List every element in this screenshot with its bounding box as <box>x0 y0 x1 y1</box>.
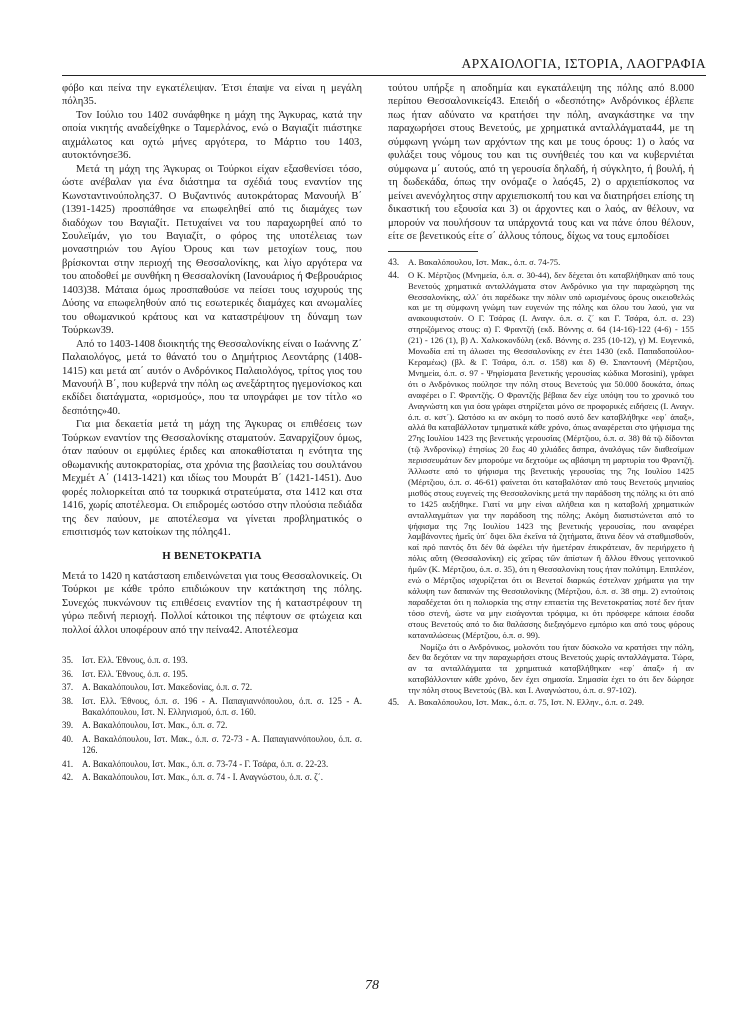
body-paragraph: Μετά το 1420 η κατάσταση επιδεινώνεται για τους Θεσσαλονικείς. Οι Τούρκοι με κάθε τρόπο επιδιώκουν την κατάκτηση της πόλης. Συνεχώς πυκνώνουν τις επιθέσεις εναντίον της ή καταστρέφουν τη γύρω πεδινή περιοχή. Πολλοί κάτοικοι της πέφτουν σε φτώχεια και πολλοί άλλοι υποφέρουν από την πείνα42. Αποτέλεσμα <box>62 570 362 636</box>
footnote-number: 38. <box>62 695 74 706</box>
footnote <box>62 655 362 666</box>
footnote <box>388 697 694 708</box>
footnote-number: 41. <box>62 758 74 769</box>
footnote-number: 43. <box>388 257 400 268</box>
footnote <box>388 270 694 641</box>
footnote-text: Ιστ. Ελλ. Έθνους, ό.π. σ. 195. <box>82 668 188 679</box>
body-paragraph: φόβο και πείνα την εγκατέλειψαν. Έτσι έπαψε να είναι η μεγάλη πόλη35. <box>62 83 362 108</box>
body-paragraph: Τον Ιούλιο του 1402 συνάφθηκε η μάχη της Άγκυρας, κατά την οποία νικητής αναδείχθηκε ο Ταμερλάνος, ενώ ο Βαγιαζίτ πιάστηκε αιχμάλωτος και οχτώ μήνες αργότερα, το Μάρτιο του 1403, αυτοκτόνησε36. <box>62 109 362 162</box>
footnote <box>62 669 362 680</box>
footnote-text: Α. Βακαλόπουλου, Ιστ. Μακ., ό.π. σ. 73-74 - Γ. Τσάρα, ό.π. σ. 22-23. <box>82 758 329 769</box>
footnote <box>388 257 694 268</box>
footnote-text: Α. Βακαλόπουλου, Ιστ. Μακ., ό.π. σ. 74 - Ι. Αναγνώστου, ό.π. σ. ζ΄. <box>82 772 323 783</box>
footnote-text: Α. Βακαλόπουλου, Ιστ. Μακεδονίας, ό.π. σ. 72. <box>82 682 253 693</box>
footnotes-left <box>62 655 362 783</box>
footnote-text: Α. Βακαλόπουλου, Ιστ. Μακ., ό.π. σ. 72-73 - Α. Παπαγιαννόπουλου, ό.π. σ. 126. <box>82 733 362 756</box>
footnote <box>62 772 362 783</box>
footnote-text: Α. Βακαλόπουλου, Ιστ. Μακ., ό.π. σ. 75, Ιστ. Ν. Ελλην., ό.π. σ. 249. <box>408 697 645 708</box>
footnote <box>62 696 362 719</box>
footnote <box>62 759 362 770</box>
body-paragraph: Για μια δεκαετία μετά τη μάχη της Άγκυρας οι επιθέσεις των Τούρκων εναντίον της Θεσσαλονίκης σταματούν. Ξαναρχίζουν όμως, όταν παύουν οι εμφύλιες έριδες και αποκαθίσταται η ενότητα της οθωμανικής αυτοκρατορίας, στα χρόνια της βασιλείας του σουλτάνου Μεχμέτ Α΄ (1413-1421) και ιδίως του Μουράτ Β΄ (1421-1451). Δυο φορές πολιορκείται από τα τουρκικά στρατεύματα, στα 1412 και στα 1416, χωρίς αποτέλεσμα. Οι επιδρομές ωστόσο στην πλούσια πεδιάδα της δεν παύουν, με αποτέλεσμα να γίνεται προβληματικός ο επισιτισμός των κατοίκων της πόλης41. <box>62 419 362 538</box>
footnote-text: Ο Κ. Μέρτζιος (Μνημεία, ό.π. σ. 30-44), δεν δέχεται ότι καταβλήθηκαν από τους Βενετούς χρηματικά ανταλλάγματα στον Ανδρόνικο για την παραχώρηση της Θεσσαλονίκης, αλλ΄ ότι παρέδωκε την πόλιν υπό ωρισμένους όρους οικειοθελώς και με τη σύμφωνη γνώμη των ευγενών της πόλης και όλου του λαού, για να ανακουφιστούν. Ο Γ. Τσάρας (Ι. Αναγν. ό.π. σ. ζ΄ και Γ. Τσάρα, ό.π. σ. 23) στηριζόμενος στους: α) Γ. Φραντζή (εκδ. Βόννης σ. 64 (14-16)-122 (4-6) - 155 (21) - 126 (1), β) Λ. Χαλκοκονδύλη (εκδ. Βόννης σ. 235 (10-12), γ) Μ. Ευγενικό, Μονωδία επί τη άλωσει της Θεσσαλονίκης εν έτει 1430 (εκδ. Παπαδοπούλου-Κεραμέως) (βλ. & Γ. Τσάρα, ό.π. σ. 158) και δ) Θ. Σπαντουνή (Μέρτζιου, Μνημεία, ό.π. σ. 97 - Ψηφίσματα βενετικής γερουσίας κώδικα Morosini), γράφει ότι ο Ανδρόνικος πούλησε την πόλη στους Βενετούς για 50.000 δουκάτα, όπως αναφέρει ο Γ. Φραντζής. Ο Φραντζής βέβαια δεν είχε υπόψη του το χρονικό του Αναγνώστη και για όσα γράφει στηρίζεται μόνο σε προφορικές ειδήσεις (Ι. Αναγν. ό.π. σ. κστ΄). Ωστόσο κι αν ακόμη το ποσό αυτό δεν καταβλήθηκε «εφ΄ άπαξ», αλλά θα καταβάλλοταν τμηματικά κάθε χρόνο, όπως αναφέρεται στο ψήφισμα της 27ης Ιουλίου 1423 της βενετικής γερουσίας (Μέρτζιου, ό.π. σ. 38) θά τῷ δίδονται (τῷ Ἀνδρονίκῳ) ἐτησίως 20 ἕως 40 χιλιάδες ἄσπρα, ἀναλόγως τῶν διαθεσίμων περισσευμάτων δεν μπορούμε να δεχτούμε ως αβάσιμη τη μαρτυρία του Φραντζή. Άλλωστε από το ψήφισμα της βενετικής γερουσίας της 7ης Ιουλίου 1425 (Μέρτζιου, ό.π. σ. 46-61) φαίνεται ότι καταβαλόταν από τους Βενετούς μηνιαίος μισθός στους ευγενείς της Θεσσαλονίκης μετά την παράδοση της πόλης κι ότι από το 1425 αυξήθηκε. Γιατί να μην είναι αλήθεια και η καταβολή χρηματικών ανταλλαγμάτων για την παράδοση της πόλης; Ακόμη διαπιστώνεται από το ψήφισμα της 7ης Ιουλίου 1423 της βενετικής γερουσίας, που αναφέρει λαμβάνοντες ἡμεῖς ὑπ΄ ὄψει ὅλα ἐκεῖνα τά ζητήματα, ἅτινα δέον νά σταθμισθοῦν, καί πρό παντός ὅτι δέν θά ὠφέλει τήν ἡμετέραν ἐπικράτειαν, ἄν περιήρχετο ἡ πόλις αὕτη (Θεσσαλονίκη) εἰς χεῖρας τῶν ἀπίστων ἤ ἄλλου ἔθνους γειτονικοῦ ἡμῶν (Κ. Μέρτζιου, ό.π. σ. 35), ότι η Θεσσαλονίκη τους ήταν πολύτιμη. Επιπλέον, ενώ ο Μέρτζιος ισχυρίζεται ότι οι Βενετοί διαρκώς έστελναν χρήματα για την κάλυψη των δαπανών της Θεσσαλονίκης (Μέρτζιου, ό.π. σ. 38 σημ. 2) εντούτοις παραδέχεται ότι η πολιορκία της στην επταετία της Βενετοκρατίας ποτέ δεν ήταν τόσο στενή, ώστε να μην εισάγονται τρόφιμα, κι ότι πρόσφερε κάποια έσοδα στους Βενετούς από το δια θαλάσσης διεξαγόμενο εμπόριο και από τους φόρους καταναλώσεως (Μέρτζιου, ό.π. σ. 99). <box>408 269 694 640</box>
footnote-text: Α. Βακαλόπουλου, Ιστ. Μακ., ό.π. σ. 74-75. <box>408 257 561 268</box>
footnote-number: 40. <box>62 733 74 744</box>
page-number: 78 <box>365 978 379 993</box>
footnote <box>62 734 362 757</box>
footnote <box>62 720 362 731</box>
footnote-number: 45. <box>388 697 400 708</box>
footnote-number: 39. <box>62 720 74 731</box>
footnote-text: Νομίζω ότι ο Ανδρόνικος, μολονότι του ήταν δύσκολο να κρατήσει την πόλη, δεν θα δεχόταν να την παραχωρήσει στους Βενετούς χωρίς ανταλλάγματα. Τώρα, αν τα ανταλλάγματα τα χρηματικά καταβλήθηκαν «εφ΄ άπαξ» ή αν καταβάλλονταν κάθε χρόνο, δεν έχει σημασία. Σημασία έχει το ότι δεν δώρησε την πόλη στους Βενετούς (Βλ. και Ι. Αναγνώστου, ό.π. σ. 97-102). <box>408 641 694 696</box>
footnote-number <box>388 642 408 697</box>
left-column <box>62 82 362 786</box>
footnote-number: 36. <box>62 668 74 679</box>
section-heading: Η ΒΕΝΕΤΟΚΡΑΤΙΑ <box>162 550 262 563</box>
running-head: ΑΡΧΑΙΟΛΟΓΙΑ, ΙΣΤΟΡΙΑ, ΛΑΟΓΡΑΦΙΑ <box>62 56 706 76</box>
footnote-number: 35. <box>62 655 74 666</box>
body-paragraph: Μετά τη μάχη της Άγκυρας οι Τούρκοι είχαν εξασθενίσει τόσο, ώστε ανέβαλαν για ένα διάστημα τα σχέδιά τους εναντίον της Κωνσταντινούπολης37. Ο Βυζαντινός αυτοκράτορας Μανουήλ Β΄ (1391-1425) προσπάθησε να επωφεληθεί από τις διαμάχες των διαδόχων του Βαγιαζίτ. Πετυχαίνει να του παραχωρηθεί από το Σουλεϊμάν, γιο του Βαγιαζίτ, ο φόρος της υποτέλειας των μοναστηριών του Αγίου Όρους και των μετοχίων τους, που βρίσκονται στην περιοχή της Θεσσαλονίκης, και λίγο αργότερα να του αποδοθεί με συνθήκη η Θεσσαλονίκη (Ιανουάριος ή Φεβρουάριος 1403)38. Μάταια όμως προσπαθούσε να πείσει τους ισχυρούς της Δύσης να επωφεληθούν από τις εσωτερικές διαμάχες και ανωμαλίες του οθωμανικού κράτους και να καταστρέψουν τη δύναμη των Τούρκων39. <box>62 163 362 337</box>
footnote-number: 37. <box>62 682 74 693</box>
footnote-number: 42. <box>62 772 74 783</box>
footnote-text: Ιστ. Ελλ. Έθνους, ό.π. σ. 193. <box>82 655 188 666</box>
right-column <box>388 82 694 709</box>
footnotes-right <box>388 257 694 708</box>
footnote-continuation <box>388 642 694 697</box>
footnote-number: 44. <box>388 269 400 280</box>
body-paragraph: τούτου υπήρξε η αποδημία και εγκατάλειψη της πόλης από 8.000 περίπου Θεσσαλονικείς43. Επειδή ο «δεσπότης» Ανδρόνικος έβλεπε πως ήταν αδύνατο να κρατήσει την πόλη, αναγκάστηκε να την παραχωρήσει στους Βενετούς, με χρηματικά ανταλλάγματα44, με τη σύμφωνη γνώμη των αρχόντων της και με τους όρους: 1) ο λαός να φυλάξει τους νόμους του και τις συνήθειές του και να κυβερνιέται σύμφωνα μ΄ αυτούς, από τη γερουσία δηλαδή, ή σύγκλητο, ή βουλή, ή τη δωδεκάδα, όπως την ονόμαζε ο λαός45, 2) ο αρχιεπίσκοπος να μείνει ανενόχλητος στην αρχιεπισκοπή του και να διατηρήσει επίσης τη δικαστική του εξουσία και 3) οι άρχοντες και ο λαός, αν θέλουν, να μπορούν να πουλήσουν τα υπάρχοντά τους και να πάνε όπου θέλουν, είτε σε βενετικούς είτε σ΄ άλλους τόπους, δίχως να τους εμποδίσει <box>388 83 694 242</box>
footnote-text: Α. Βακαλόπουλου, Ιστ. Μακ., ό.π. σ. 72. <box>82 720 228 731</box>
body-paragraph: Από το 1403-1408 διοικητής της Θεσσαλονίκης είναι ο Ιωάννης Ζ΄ Παλαιολόγος, μετά το θάνατό του ο Δημήτριος Λεοντάρης (1408-1415) και μετά απ΄ αυτόν ο Ανδρόνικος Παλαιολόγος, τρίτος γιος του Μανουήλ Β΄, που κυβερνά την πόλη ως ανεξάρτητος ηγεμονίσκος και εκδίδει διατάγματα, «ορισμούς», που τα υπογράφει με τον τίτλο «ο δεσπότης»40. <box>62 338 362 417</box>
footnote-separator <box>388 251 478 252</box>
footnote <box>62 682 362 693</box>
footnote-text: Ιστ. Ελλ. Έθνους, ό.π. σ. 196 - Α. Παπαγιαννόπουλου, ό.π. σ. 125 - Α. Βακαλόπουλου, Ιστ. Ν. Ελληνισμού, ό.π. σ. 160. <box>82 695 362 717</box>
